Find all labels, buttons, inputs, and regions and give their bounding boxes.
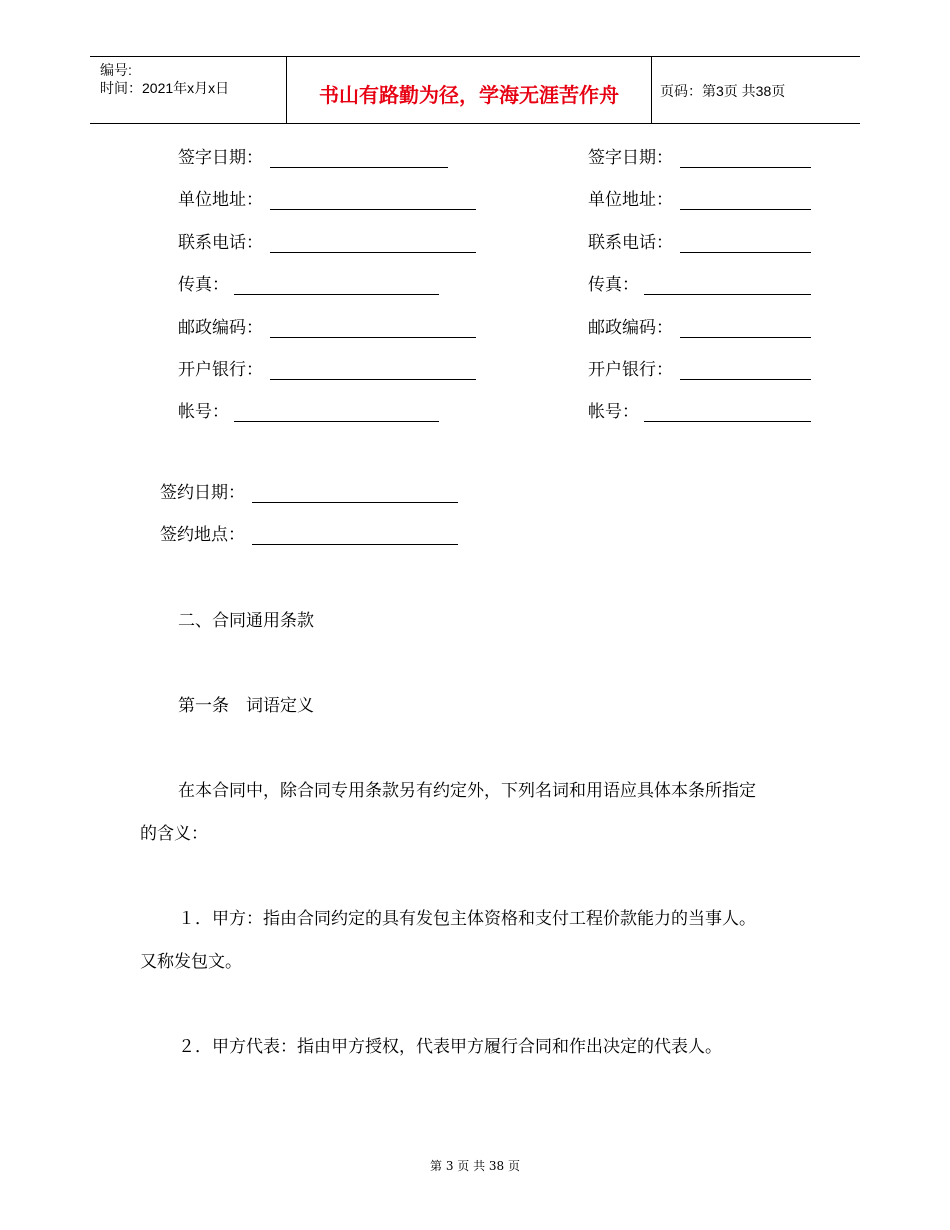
blank-line — [680, 379, 811, 380]
blank-line — [270, 209, 476, 210]
field-label: 签字日期： — [588, 148, 673, 168]
left-phone-field — [178, 229, 476, 253]
blank-line — [644, 421, 811, 422]
definition-item-1-line-1: １．甲方：指由合同约定的具有发包主体资格和支付工程价款能力的当事人。 — [178, 909, 756, 929]
field-label: 邮政编码： — [588, 318, 673, 338]
blank-line — [680, 209, 811, 210]
field-label: 签约日期： — [160, 483, 245, 503]
header-left-cell — [90, 57, 286, 123]
page-footer: 第 3 页 共 38 页 — [430, 1159, 520, 1173]
signing-place-field — [160, 521, 458, 545]
left-fax-field — [178, 271, 439, 295]
signing-date-field — [160, 479, 458, 503]
document-number-label: 编号: — [100, 62, 132, 78]
intro-paragraph-line-2: 的含义： — [140, 824, 208, 844]
field-label: 邮政编码： — [178, 318, 263, 338]
section-title: 二、合同通用条款 — [178, 611, 314, 631]
blank-line — [680, 337, 811, 338]
blank-line — [234, 294, 439, 295]
blank-line — [234, 421, 439, 422]
field-label: 联系电话： — [588, 233, 673, 253]
right-bank-field — [588, 356, 811, 380]
blank-line — [270, 379, 476, 380]
right-phone-field — [588, 229, 811, 253]
blank-line — [644, 294, 811, 295]
blank-line — [252, 544, 458, 545]
field-label: 开户银行： — [588, 360, 673, 380]
header-page-cell — [650, 57, 860, 123]
header-motto: 书山有路勤为径，学海无涯苦作舟 — [319, 85, 619, 107]
left-address-field — [178, 186, 476, 210]
field-label: 单位地址： — [178, 190, 263, 210]
blank-line — [270, 252, 476, 253]
blank-line — [270, 337, 476, 338]
field-label: 帐号： — [588, 402, 639, 422]
header-page-number: 页码：第3页 共38页 — [660, 83, 786, 99]
blank-line — [680, 167, 811, 168]
blank-line — [252, 502, 458, 503]
right-sign-date-field — [588, 144, 811, 168]
document-time-label: 时间：2021年x月x日 — [100, 80, 230, 96]
field-label: 开户银行： — [178, 360, 263, 380]
right-account-field — [588, 398, 811, 422]
left-bank-field — [178, 356, 476, 380]
intro-paragraph-line-1: 在本合同中，除合同专用条款另有约定外，下列名词和用语应具体本条所指定 — [178, 781, 756, 801]
right-postcode-field — [588, 314, 811, 338]
left-postcode-field — [178, 314, 476, 338]
right-address-field — [588, 186, 811, 210]
blank-line — [270, 167, 448, 168]
field-label: 联系电话： — [178, 233, 263, 253]
field-label: 传真： — [178, 275, 229, 295]
left-account-field — [178, 398, 439, 422]
field-label: 签约地点： — [160, 525, 245, 545]
header-motto-cell — [286, 57, 652, 123]
page-header — [90, 56, 860, 124]
blank-line — [680, 252, 811, 253]
field-label: 单位地址： — [588, 190, 673, 210]
left-sign-date-field — [178, 144, 448, 168]
definition-item-2: ２．甲方代表：指由甲方授权，代表甲方履行合同和作出决定的代表人。 — [178, 1037, 722, 1057]
field-label: 帐号： — [178, 402, 229, 422]
right-fax-field — [588, 271, 811, 295]
field-label: 签字日期： — [178, 148, 263, 168]
article-title: 第一条 词语定义 — [178, 696, 314, 716]
definition-item-1-line-2: 又称发包文。 — [140, 952, 242, 972]
field-label: 传真： — [588, 275, 639, 295]
